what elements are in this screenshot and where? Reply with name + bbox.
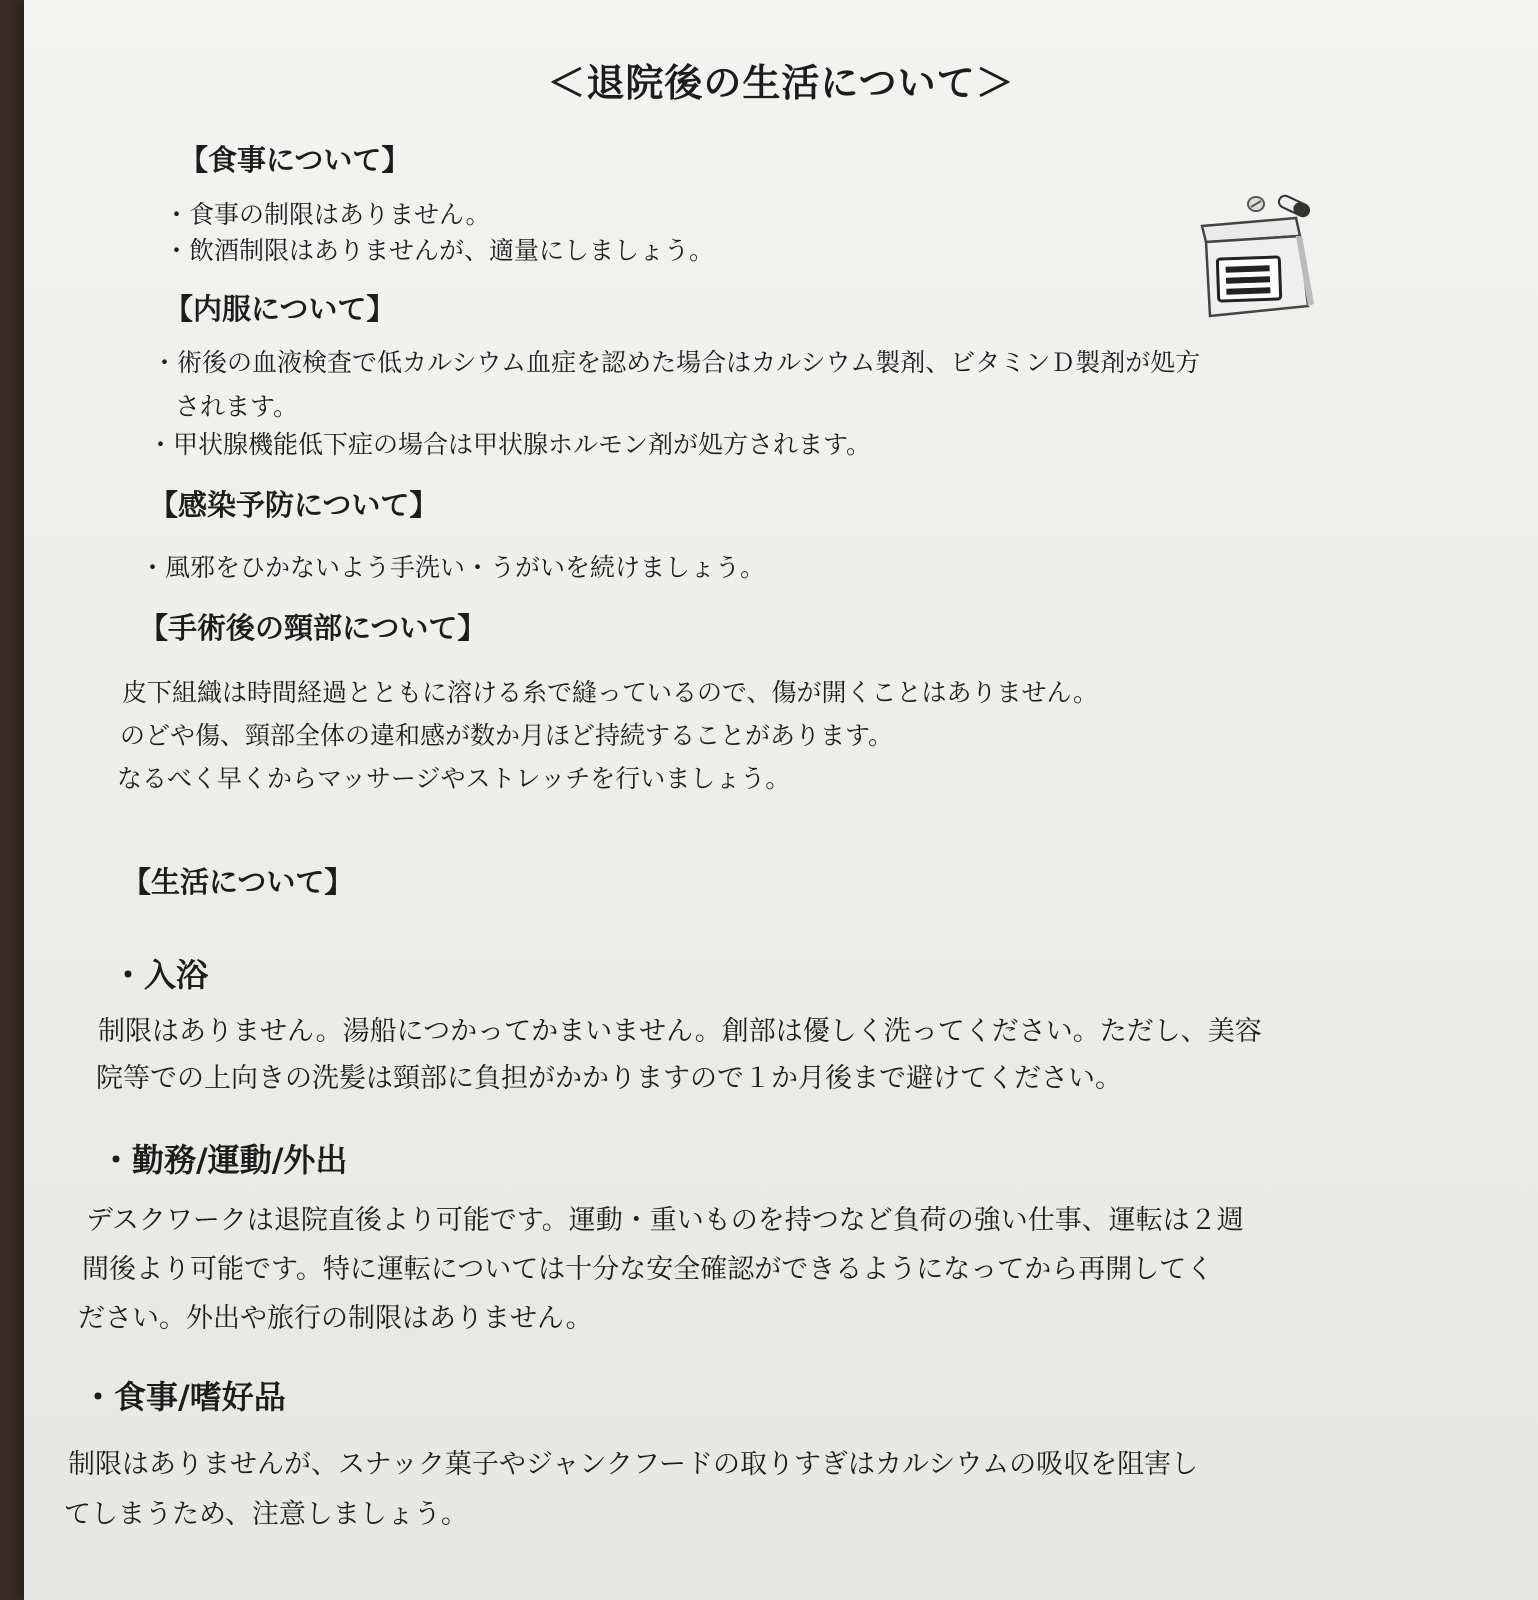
heading-meal: 【食事について】 xyxy=(179,143,411,177)
food-line-2: てしまうため、注意しましょう。 xyxy=(64,1499,468,1530)
bath-line-1: 制限はありません。湯船につかってかまいません。創部は優しく洗ってください。ただし、美容 xyxy=(98,1016,1262,1047)
medication-item-1-line-1: ・術後の血液検査で低カルシウム血症を認めた場合はカルシウム製剤、ビタミンＤ製剤が処方 xyxy=(152,348,1201,377)
subheading-food: ・食事/嗜好品 xyxy=(82,1378,286,1416)
medicine-bag-icon xyxy=(1194,192,1324,322)
page-title: ＜退院後の生活について＞ xyxy=(547,61,1015,105)
document-page xyxy=(24,0,1538,1600)
work-line-2: 間後より可能です。特に運転については十分な安全確認ができるようになってから再開してく xyxy=(82,1254,1214,1285)
meal-item-2: ・飲酒制限はありませんが、適量にしましょう。 xyxy=(164,236,715,265)
medication-item-1-line-2: されます。 xyxy=(175,392,299,421)
subheading-work: ・勤務/運動/外出 xyxy=(100,1141,348,1179)
heading-infection: 【感染予防について】 xyxy=(149,488,439,522)
heading-medication: 【内服について】 xyxy=(164,292,396,326)
heading-life: 【生活について】 xyxy=(122,865,354,899)
heading-neck: 【手術後の頸部について】 xyxy=(139,611,487,645)
work-line-1: デスクワークは退院直後より可能です。運動・重いものを持つなど負荷の強い仕事、運転は２週 xyxy=(86,1205,1244,1236)
subheading-bath: ・入浴 xyxy=(112,956,209,994)
neck-line-2: のどや傷、頸部全体の違和感が数か月ほど持続することがあります。 xyxy=(120,721,894,750)
medication-item-2: ・甲状腺機能低下症の場合は甲状腺ホルモン剤が処方されます。 xyxy=(148,430,872,459)
neck-line-3: なるべく早くからマッサージやストレッチを行いましょう。 xyxy=(117,764,791,793)
meal-item-1: ・食事の制限はありません。 xyxy=(164,200,491,229)
work-line-3: ださい。外出や旅行の制限はありません。 xyxy=(78,1303,593,1334)
infection-item: ・風邪をひかないよう手洗い・うがいを続けましょう。 xyxy=(140,553,766,582)
bath-line-2: 院等での上向きの洗髪は頸部に負担がかかりますので１か月後まで避けてください。 xyxy=(96,1063,1122,1094)
food-line-1: 制限はありませんが、スナック菓子やジャンクフードの取りすぎはカルシウムの吸収を阻害し xyxy=(68,1449,1199,1480)
neck-line-1: 皮下組織は時間経過とともに溶ける糸で縫っているので、傷が開くことはありません。 xyxy=(122,678,1099,707)
